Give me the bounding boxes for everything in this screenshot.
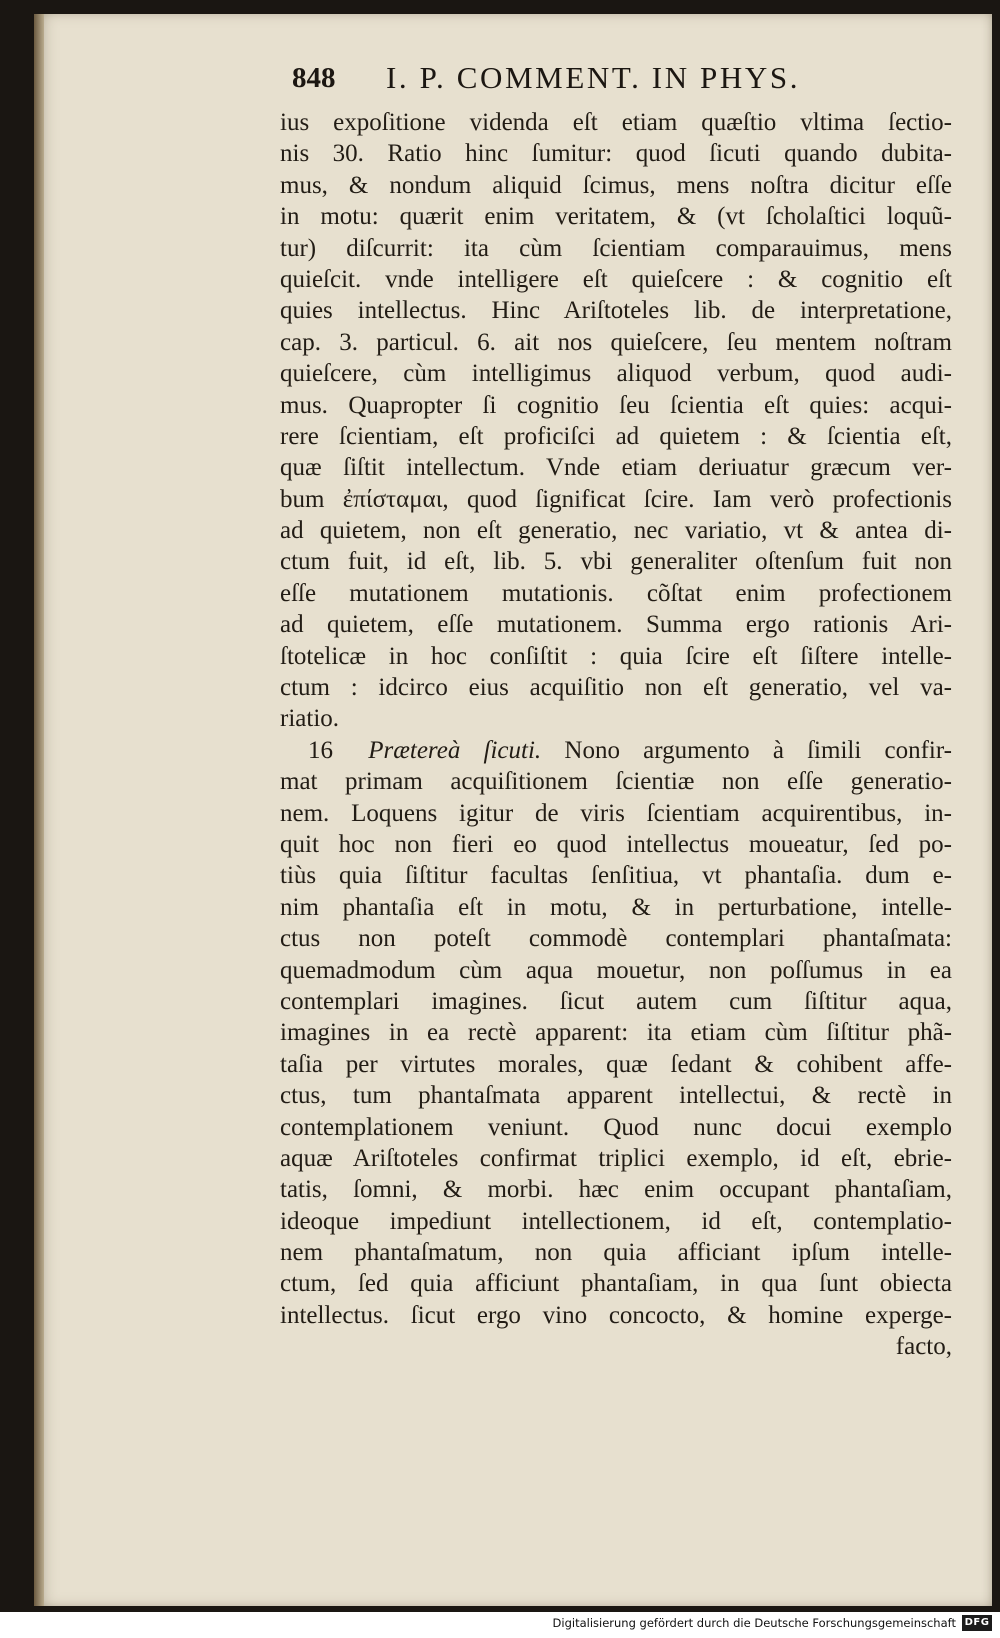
- text-line: in motu: quærit enim veritatem, & (vt ſcholaſtici loquũ-: [280, 203, 952, 231]
- text-line: ctum fuit, id eſt, lib. 5. vbi generaliter oſtenſum fuit non: [280, 548, 952, 576]
- text-line: intellectus. ſicut ergo vino concocto, & homine experge-: [280, 1301, 952, 1329]
- text-line: mus, & nondum aliquid ſcimus, mens noſtra dicitur eſſe: [280, 171, 952, 199]
- text-line: quieſcit. vnde intelligere eſt quieſcere : & cognitio eſt: [280, 265, 952, 293]
- text-line: tiùs quia ſiſtitur facultas ſenſitiua, vt phantaſia. dum e-: [280, 862, 952, 890]
- text-line: quæ ſiſtit intellectum. Vnde etiam deriuatur græcum ver-: [280, 454, 952, 482]
- text-line: contemplari imagines. ſicut autem cum ſiſtitur aqua,: [280, 987, 952, 1015]
- text-line: aquæ Ariſtoteles confirmat triplici exemplo, id eſt, ebrie-: [280, 1144, 952, 1172]
- text-line: rere ſcientiam, eſt proficiſci ad quietem : & ſcientia eſt,: [280, 422, 952, 450]
- text-line: quies intellectus. Hinc Ariſtoteles lib. de interpretatione,: [280, 297, 952, 325]
- page-gutter-shadow: [34, 14, 44, 1606]
- text-line: quieſcere, cùm intelligimus aliquod verbum, quod audi-: [280, 360, 952, 388]
- text-line: nem. Loquens igitur de viris ſcientiam acquirentibus, in-: [280, 799, 952, 827]
- footer-bar: [0, 1612, 1000, 1638]
- page-number: 848: [292, 62, 336, 94]
- text-line: contemplationem veniunt. Quod nunc docui exemplo: [280, 1113, 952, 1141]
- text-line: quemadmodum cùm aqua mouetur, non poſſumus in ea: [280, 956, 952, 984]
- text-line: ius expoſitione videnda eſt etiam quæſtio vltima ſectio-: [280, 109, 952, 136]
- text-line: mat primam acquiſitionem ſcientiæ non eſſe generatio-: [280, 768, 952, 796]
- text-line: cap. 3. particul. 6. ait nos quieſcere, ſeu mentem noſtram: [280, 328, 952, 356]
- text-line: tur) diſcurrit: ita cùm ſcientiam comparauimus, mens: [280, 234, 952, 262]
- section-first-line-text: Nono argumento à ſimili confir-: [564, 736, 952, 764]
- text-line: riatio.: [280, 705, 340, 733]
- text-line: eſſe mutationem mutationis. cõſtat enim profectionem: [280, 579, 952, 607]
- text-line: taſia per virtutes morales, quæ ſedant & cohibent affe-: [280, 1050, 952, 1078]
- running-title: I. P. COMMENT. IN PHYS.: [386, 60, 801, 95]
- text-line: nis 30. Ratio hinc ſumitur: quod ſicuti quando dubita-: [280, 140, 952, 168]
- text-line: ctum, ſed quia afficiunt phantaſiam, in qua ſunt obiecta: [280, 1270, 952, 1298]
- text-line: bum ἐπίσταμαι, quod ſignificat ſcire. Iam verò profectionis: [280, 485, 952, 513]
- text-line: ad quietem, non eſt generatio, nec variatio, vt & antea di-: [280, 517, 952, 545]
- text-line: ſtotelicæ in hoc conſiſtit : quia ſcire eſt ſiſtere intelle-: [280, 642, 952, 670]
- section-lemma: Prætereà ſicuti.: [368, 736, 542, 764]
- section-number: 16: [308, 736, 333, 764]
- text-line: tatis, ſomni, & morbi. hæc enim occupant phantaſiam,: [280, 1176, 952, 1204]
- main-text: [280, 107, 952, 1363]
- text-line: ad quietem, eſſe mutationem. Summa ergo rationis Ari-: [280, 611, 952, 639]
- text-line: ctum : idcirco eius acquiſitio non eſt generatio, vel va-: [280, 674, 952, 702]
- section-first-line: [280, 735, 952, 766]
- text-line: nim phantaſia eſt in motu, & in perturbatione, intelle-: [280, 893, 952, 921]
- text-line: quit hoc non fieri eo quod intellectus moueatur, ſed po-: [280, 830, 952, 858]
- text-line: ctus, tum phantaſmata apparent intellectui, & rectè in: [280, 1082, 952, 1110]
- dfg-logo-icon: DFG: [962, 1615, 992, 1631]
- text-line: ideoque impediunt intellectionem, id eſt, contemplatio-: [280, 1207, 952, 1235]
- text-line: mus. Quapropter ſi cognitio ſeu ſcientia eſt quies: acqui-: [280, 391, 952, 419]
- text-line: nem phantaſmatum, non quia afficiant ipſum intelle-: [280, 1239, 952, 1267]
- funding-credit: Digitalisierung gefördert durch die Deutsche Forschungsgemeinschaft: [552, 1616, 956, 1630]
- text-line: imagines in ea rectè apparent: ita etiam cùm ſiſtitur phã-: [280, 1019, 952, 1047]
- text-line: ctus non poteſt commodè contemplari phantaſmata:: [280, 925, 952, 953]
- catchword: facto,: [895, 1333, 952, 1361]
- page-header: [264, 62, 964, 102]
